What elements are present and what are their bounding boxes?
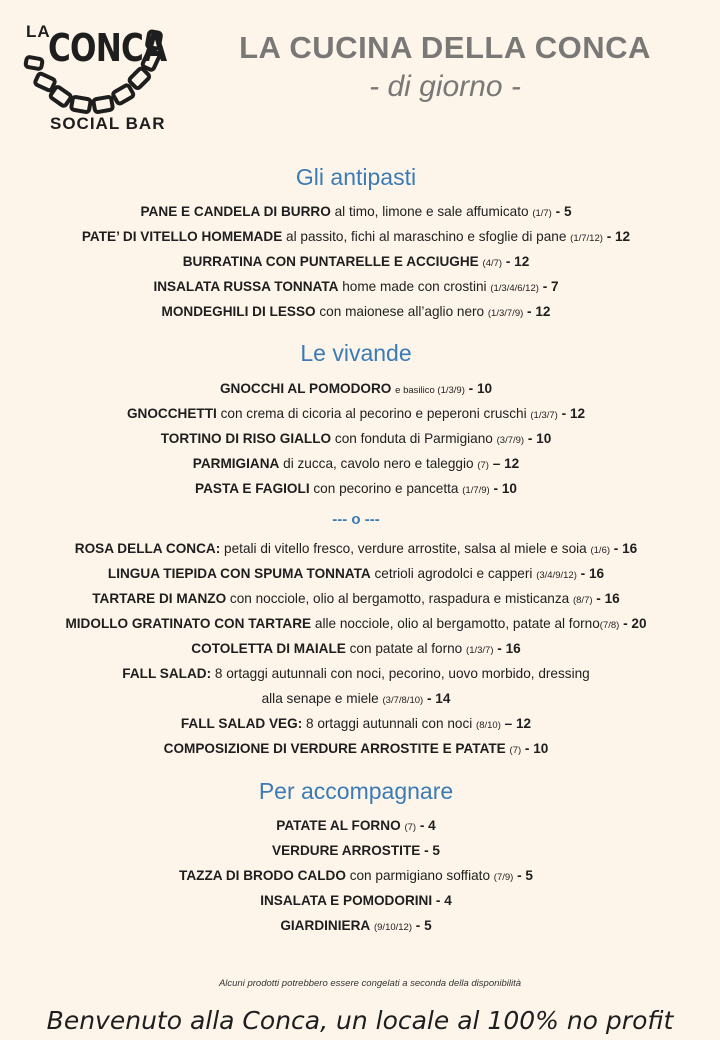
logo (20, 16, 170, 138)
menu-item (0, 566, 712, 581)
menu-item (0, 204, 712, 219)
menu-item-allergens: (8/10) (476, 720, 501, 731)
menu-item-name: PANE E CANDELA DI BURRO (140, 204, 331, 219)
menu-item-price: - 16 (576, 566, 605, 581)
menu-item-price: - 10 (521, 741, 549, 756)
menu-item-description: alla senape e miele (261, 691, 383, 706)
menu-item (0, 304, 712, 319)
menu-item-allergens: (1/7/12) (570, 233, 603, 244)
menu-item-allergens: (7) (404, 822, 417, 833)
menu-item (0, 691, 712, 706)
menu-item-allergens: e basilico (1/3/9) (395, 385, 465, 396)
logo-la: LA (26, 22, 51, 41)
menu-item-description: con parmigiano soffiato (345, 868, 494, 883)
menu-item-allergens: (1/3/7) (466, 645, 494, 656)
section-title-vivande: Le vivande (300, 340, 412, 366)
menu-item-description: al timo, limone e sale affumicato (330, 204, 533, 219)
menu-item-description: con maionese all’aglio nero (315, 304, 488, 319)
menu-item (0, 541, 712, 556)
menu-item-allergens: (3/7/8/10) (382, 695, 424, 706)
menu-item-description: 8 ortaggi autunnali con noci, pecorino, uovo morbido, dressing (211, 666, 590, 681)
menu-item-name: COMPOSIZIONE DI VERDURE ARROSTITE E PATATE (163, 741, 506, 756)
menu-item-price: - 10 (464, 381, 493, 396)
menu-item-price: - 10 (524, 431, 552, 446)
menu-item (0, 254, 712, 269)
menu-item-price: - 20 (619, 616, 647, 631)
menu-item-name: INSALATA RUSSA TONNATA (153, 279, 339, 294)
menu-item-name: MONDEGHILI DI LESSO (161, 304, 316, 319)
menu-item-allergens: (7/8) (599, 620, 620, 631)
menu-item-description: al passito, fichi al maraschino e sfoglie di pane (282, 229, 571, 244)
menu-item (0, 716, 712, 731)
menu-item (0, 741, 712, 756)
menu-item-name: COTOLETTA DI MAIALE (191, 641, 346, 656)
logo-conca: CONCA (48, 26, 167, 70)
menu-item (0, 456, 712, 471)
menu-item-allergens: (1/7) (532, 208, 552, 219)
menu-item-description: con pecorino e pancetta (309, 481, 463, 496)
menu-item-allergens: (9/10/12) (373, 922, 413, 933)
menu-item-price: - 14 (423, 691, 451, 706)
menu-item-description: alle nocciole, olio al bergamotto, patate al forno (311, 616, 600, 631)
menu-item-description: cetrioli agrodolci e capperi (370, 566, 537, 581)
menu-item-price: - 16 (592, 591, 620, 606)
menu-item-allergens: (1/3/7) (530, 410, 558, 421)
menu-item-allergens: (7) (509, 745, 522, 756)
menu-item-price: – 12 (500, 716, 532, 731)
menu-item (0, 279, 712, 294)
menu-item-name: BURRATINA CON PUNTARELLE E ACCIUGHE (182, 254, 479, 269)
menu-item-name: TORTINO DI RISO GIALLO (160, 431, 332, 446)
menu-item-name: TARTARE DI MANZO (92, 591, 227, 606)
menu-item (0, 843, 712, 858)
menu-item-name: MIDOLLO GRATINATO CON TARTARE (65, 616, 312, 631)
menu-item-price: - 16 (610, 541, 638, 556)
menu-item (0, 641, 712, 656)
menu-item (0, 666, 712, 681)
menu-item-price: - 5 (551, 204, 572, 219)
menu-item-name: TAZZA DI BRODO CALDO (179, 868, 346, 883)
menu-item-name: PASTA E FAGIOLI (195, 481, 310, 496)
menu-item-name: PATE’ DI VITELLO HOMEMADE (81, 229, 283, 244)
menu-item (0, 818, 712, 833)
menu-item-price: - 5 (513, 868, 533, 883)
menu-item-name: PARMIGIANA (192, 456, 280, 471)
menu-item-allergens: (1/3/4/6/12) (490, 283, 539, 294)
menu-item-name: VERDURE ARROSTITE - 5 (272, 843, 440, 858)
menu-item-price: - 12 (502, 254, 530, 269)
menu-item (0, 868, 712, 883)
menu-item (0, 381, 712, 396)
menu-item-name: ROSA DELLA CONCA: (74, 541, 221, 556)
menu-item-allergens: (1/7/9) (462, 485, 490, 496)
menu-item (0, 431, 712, 446)
menu-item-allergens: (1/3/7/9) (487, 308, 524, 319)
page-title: LA CUCINA DELLA CONCA (239, 30, 651, 65)
menu-item (0, 918, 712, 933)
menu-item-price: - 12 (602, 229, 631, 244)
menu-item-name: GNOCCHI AL POMODORO (219, 381, 392, 396)
menu-item-description: 8 ortaggi autunnali con noci (302, 716, 477, 731)
menu-item-allergens: (3/7/9) (496, 435, 525, 446)
menu-item-name: FALL SALAD: (122, 666, 212, 681)
menu-item-name: PATATE AL FORNO (276, 818, 401, 833)
menu-item (0, 893, 712, 908)
menu-item-name: INSALATA E POMODORINI - 4 (260, 893, 452, 908)
separator: --- o --- (332, 511, 380, 528)
menu-item (0, 616, 712, 631)
menu-item (0, 406, 712, 421)
menu-item-price: - 7 (538, 279, 559, 294)
page-subtitle: - di giorno - (369, 70, 521, 103)
footer-slogan: Benvenuto alla Conca, un locale al 100% no profit (46, 1006, 674, 1035)
menu-item-allergens: (8/7) (572, 595, 593, 606)
menu-item-description: home made con crostini (338, 279, 491, 294)
menu-item (0, 481, 712, 496)
menu-item-description: di zucca, cavolo nero e taleggio (279, 456, 478, 471)
section-title-accompagnare: Per accompagnare (258, 778, 454, 804)
menu-item-price: - 12 (557, 406, 586, 421)
menu-item-price: – 12 (488, 456, 520, 471)
menu-item-allergens: (3/4/9/12) (536, 570, 577, 581)
menu-item-allergens: (7/9) (493, 872, 514, 883)
menu-item-price: - 10 (489, 481, 517, 496)
menu-item-description: petali di vitello fresco, verdure arrostite, salsa al miele e soia (220, 541, 591, 556)
section-title-antipasti: Gli antipasti (295, 164, 417, 190)
menu-item-description: con nocciole, olio al bergamotto, raspadura e misticanza (226, 591, 573, 606)
menu-item-description: con fonduta di Parmigiano (331, 431, 497, 446)
menu-item-name: GNOCCHETTI (126, 406, 217, 421)
menu-item-description: con patate al forno (345, 641, 467, 656)
menu-item-price: - 4 (416, 818, 436, 833)
menu-item-allergens: (4/7) (482, 258, 503, 269)
menu-item-price: - 12 (523, 304, 551, 319)
menu-item-description: con crema di cicoria al pecorino e peperoni cruschi (216, 406, 531, 421)
menu-item (0, 229, 712, 244)
menu-item-allergens: (7) (477, 460, 489, 471)
menu-item-price: - 5 (412, 918, 432, 933)
menu-item-name: FALL SALAD VEG: (180, 716, 303, 731)
menu-item-name: GIARDINIERA (280, 918, 371, 933)
menu-item-name: LINGUA TIEPIDA CON SPUMA TONNATA (107, 566, 371, 581)
freezer-note: Alcuni prodotti potrebbero essere congelati a seconda della disponibilità (218, 978, 522, 989)
menu-item-price: - 16 (493, 641, 521, 656)
menu-item (0, 591, 712, 606)
menu-item-allergens: (1/6) (590, 545, 611, 556)
logo-social-bar: SOCIAL BAR (50, 114, 166, 133)
